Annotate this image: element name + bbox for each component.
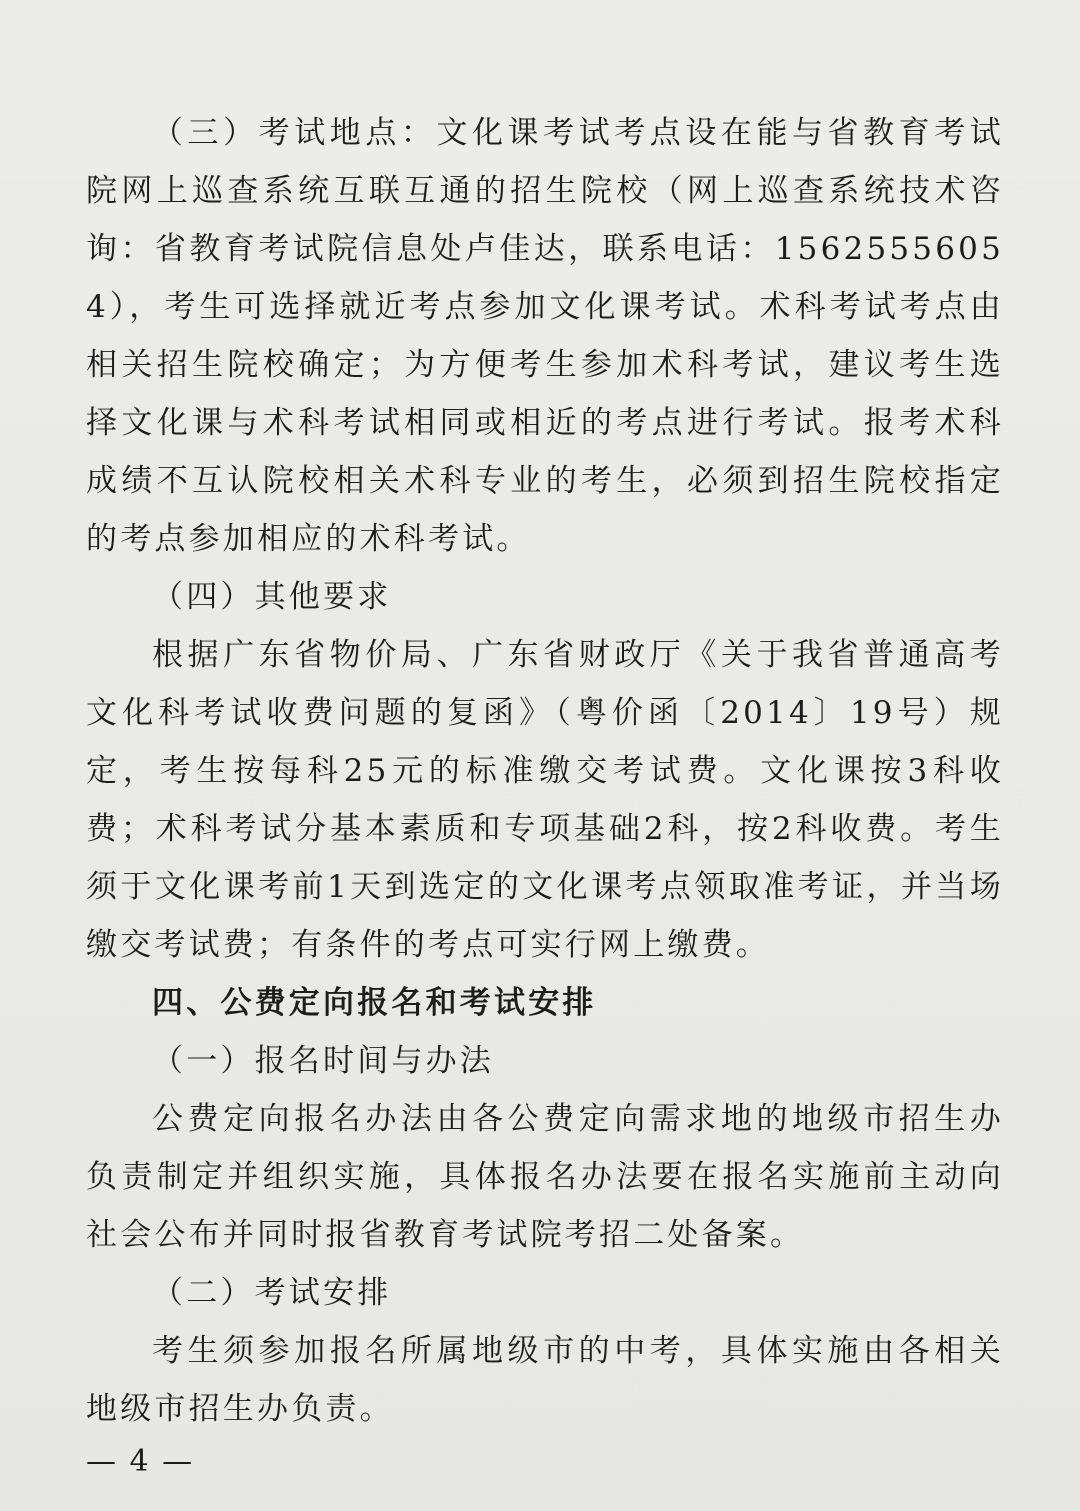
paragraph-exam-arrangement: 考生须参加报名所属地级市的中考，具体实施由各相关地级市招生办负责。 [86,1333,1004,1427]
section-heading-4: 四、公费定向报名和考试安排 [152,985,597,1021]
paragraph-exam-fees: 根据广东省物价局、广东省财政厅《关于我省普通高考文化科考试收费问题的复函》（粤价函〔2014〕19号）规定，考生按每科25元的标准缴交考试费。文化课按3科收费；术科考试分基本素质和专项基础2科，按2科收费。考生须于文化课考前1天到选定的文化课考点领取准考证，并当场缴交考试费；有条件的考点可实行网上缴费。 [86,637,1004,963]
page-number: — 4 — [86,1444,195,1479]
subheading-registration: （一）报名时间与办法 [152,1043,494,1079]
paragraph-exam-location: （三）考试地点：文化课考试考点设在能与省教育考试院网上巡查系统互联互通的招生院校（网上巡查系统技术咨询：省教育考试院信息处卢佳达，联系电话：15625556054），考生可选择就近考点参加文化课考试。术科考试考点由相关招生院校确定；为方便考生参加术科考试，建议考生选择文化课与术科考试相同或相近的考点进行考试。报考术科成绩不互认院校相关术科专业的考生，必须到招生院校指定的考点参加相应的术科考试。 [86,115,1004,557]
subheading-exam-arrangement: （二）考试安排 [152,1275,392,1311]
subheading-other-requirements: （四）其他要求 [152,579,392,615]
paragraph-registration-method: 公费定向报名办法由各公费定向需求地的地级市招生办负责制定并组织实施，具体报名办法要在报名实施前主动向社会公布并同时报省教育考试院考招二处备案。 [86,1101,1004,1253]
